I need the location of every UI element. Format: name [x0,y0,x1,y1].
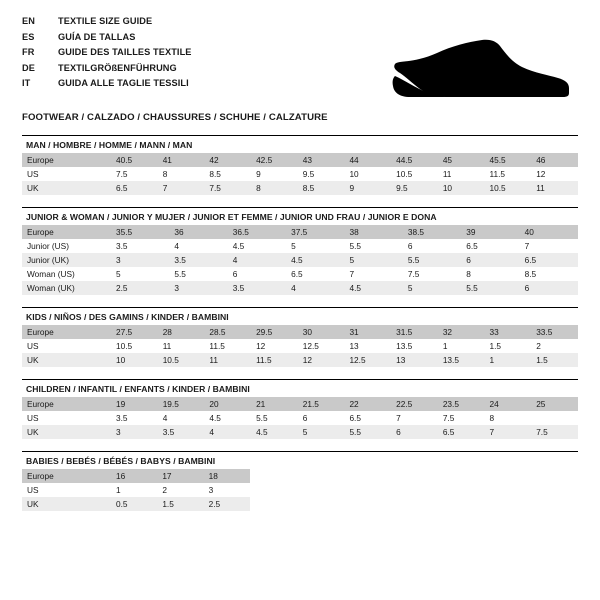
size-cell: 6.5 [349,413,361,423]
size-cell: 3.5 [158,425,205,439]
row-label: Europe [22,153,111,167]
size-cell: 25 [531,397,578,411]
size-cell: 6.5 [291,269,303,279]
size-cell: 5.5 [344,425,391,439]
size-cell: 31 [344,325,391,339]
size-cell: 6.5 [438,425,485,439]
size-cell: 8 [466,269,471,279]
size-cell: 35.5 [111,225,169,239]
size-cell: 22.5 [391,397,438,411]
size-cell: 2 [162,485,167,495]
page-title: FOOTWEAR / CALZADO / CHAUSSURES / SCHUHE / CALZATURE [22,112,328,123]
size-cell: 11 [162,341,172,351]
size-cell: 28 [158,325,205,339]
size-cell: 7 [158,181,205,195]
size-cell: 19.5 [158,397,205,411]
size-cell: 38 [345,225,403,239]
size-cell: 3 [208,485,214,495]
size-cell: 45.5 [485,153,532,167]
size-cell: 12 [536,169,546,179]
size-cell: 21 [251,397,298,411]
table-row [22,167,578,181]
section-title-babies: BABIES / BEBÉS / BÉBÉS / BABYS / BAMBINI [22,451,578,469]
size-cell: 38.5 [403,225,461,239]
row-label: UK [22,425,111,439]
size-cell: 7 [524,241,530,251]
size-cell: 6 [302,413,308,423]
size-cell: 3.5 [116,413,128,423]
table-row [22,325,578,339]
size-cell: 17 [157,469,203,483]
size-cell: 5 [298,425,345,439]
size-cell: 7 [349,269,355,279]
language-text: GUIDA ALLE TAGLIE TESSILI [58,78,189,88]
table-row [22,339,578,353]
size-cell: 11 [442,169,452,179]
size-cell: 4 [174,241,179,251]
size-cell: 6.5 [466,241,478,251]
section-title: KIDS / NIÑOS / DES GAMINS / KINDER / BAMBINI [22,307,578,325]
size-cell: 2.5 [111,281,169,295]
size-cell: 13 [391,353,438,367]
size-cell: 3.5 [116,241,128,251]
size-cell: 29.5 [251,325,298,339]
language-row [22,78,192,94]
section-title: MAN / HOMBRE / HOMME / MANN / MAN [22,135,578,153]
size-cell: 8 [251,181,298,195]
size-cell: 5.5 [349,241,362,251]
size-cell: 6 [232,269,238,279]
size-cell: 10.5 [116,341,133,351]
size-cell: 7.5 [531,425,578,439]
size-cell: 40.5 [111,153,158,167]
size-cell: 7.5 [116,169,128,179]
size-cell: 13 [349,341,359,351]
size-cell: 4.5 [209,413,221,423]
size-cell: 6 [520,281,578,295]
size-cell: 42 [204,153,251,167]
table-row [22,411,578,425]
size-cell: 30 [298,325,345,339]
section-title: CHILDREN / INFANTIL / ENFANTS / KINDER / BAMBINI [22,379,578,397]
size-cell: 40 [520,225,578,239]
size-cell: 8 [489,413,495,423]
size-cell: 0.5 [111,497,157,511]
size-cell [531,411,578,425]
size-cell: 37.5 [286,225,344,239]
size-cell: 43 [298,153,345,167]
size-cell: 7 [485,425,532,439]
table-row [22,497,250,511]
size-cell: 7.5 [442,413,455,423]
size-cell: 12 [256,341,266,351]
size-cell: 1.5 [489,341,502,351]
size-cell: 3 [169,281,227,295]
size-sections [22,135,578,439]
size-cell: 13.5 [438,353,485,367]
size-cell: 6 [461,253,519,267]
language-row [22,32,192,48]
size-cell: 13.5 [396,341,413,351]
size-cell: 3 [111,425,158,439]
size-cell: 27.5 [111,325,158,339]
size-cell: 5.5 [403,253,461,267]
size-cell: 3.5 [169,253,227,267]
size-cell: 1 [442,341,448,351]
size-cell: 33.5 [531,325,578,339]
size-cell: 8 [162,169,168,179]
row-label: Europe [22,469,111,483]
language-row [22,16,192,32]
size-cell: 4 [286,281,344,295]
size-cell: 41 [158,153,205,167]
row-label: UK [22,181,111,195]
row-label: Woman (UK) [22,281,111,295]
document-header [22,16,578,106]
size-cell: 31.5 [391,325,438,339]
size-cell: 11 [531,181,578,195]
size-cell: 20 [204,397,251,411]
size-cell: 8.5 [209,169,221,179]
size-table [22,153,578,195]
row-label: Europe [22,225,111,239]
size-cell: 42.5 [251,153,298,167]
row-label: US [27,413,39,423]
size-cell: 9.5 [302,169,315,179]
size-cell: 9.5 [391,181,438,195]
table-row [22,469,250,483]
size-cell: 36.5 [228,225,286,239]
size-table [22,325,578,367]
table-row [22,267,578,281]
size-cell: 10.5 [158,353,205,367]
size-cell: 16 [111,469,157,483]
size-cell: 6 [391,425,438,439]
size-cell: 11.5 [209,341,225,351]
size-cell: 28.5 [204,325,251,339]
row-label: Woman (US) [27,269,75,279]
size-cell: 1 [116,485,121,495]
size-cell: 7.5 [204,181,251,195]
size-cell: 1 [485,353,532,367]
size-cell: 4.5 [345,281,403,295]
size-cell: 10 [349,169,359,179]
section-title: JUNIOR & WOMAN / JUNIOR Y MUJER / JUNIOR ET FEMME / JUNIOR UND FRAU / JUNIOR E DONA [22,207,578,225]
size-cell: 7.5 [407,269,420,279]
size-cell: 8.5 [524,269,537,279]
table-row [22,425,578,439]
row-label: UK [22,497,111,511]
size-cell: 4.5 [232,241,245,251]
dress-shoe-silhouette-icon [390,36,570,106]
language-code: IT [22,78,31,88]
row-label: US [27,169,39,179]
language-text: TEXTILE SIZE GUIDE [58,16,153,26]
size-section [22,379,578,439]
size-cell: 12.5 [302,341,319,351]
size-cell: 5.5 [256,413,268,423]
size-cell: 11.5 [489,169,506,179]
size-cell: 3.5 [228,281,286,295]
size-cell: 32 [438,325,485,339]
size-table [22,397,578,439]
size-cell: 23.5 [438,397,485,411]
size-cell: 19 [111,397,158,411]
language-text: TEXTILGRÖßENFÜHRUNG [58,62,177,73]
language-row [22,47,192,63]
size-cell: 5.5 [174,269,186,279]
row-label: Junior (US) [27,241,69,251]
size-cell: 10 [111,353,158,367]
language-row [22,63,192,79]
table-row [22,181,578,195]
size-cell: 3 [111,253,169,267]
size-cell: 12.5 [344,353,391,367]
language-text: GUÍA DE TALLAS [58,31,136,42]
table-row [22,153,578,167]
size-cell: 10.5 [485,181,532,195]
row-label: US [27,485,39,495]
language-code: EN [22,16,35,26]
size-cell: 10 [438,181,485,195]
table-row [22,353,578,367]
size-table [22,225,578,295]
size-cell: 4.5 [286,253,344,267]
size-cell: 24 [485,397,532,411]
section-babies [22,451,578,511]
size-cell: 36 [169,225,227,239]
table-row [22,253,578,267]
size-cell: 1.5 [531,353,578,367]
table-row [22,225,578,239]
size-cell: 8.5 [298,181,345,195]
size-section [22,307,578,367]
size-cell: 5.5 [461,281,519,295]
size-cell: 1.5 [157,497,203,511]
table-row [22,281,578,295]
language-code: ES [22,31,35,42]
size-cell: 5 [291,241,296,251]
size-cell: 7 [396,413,401,423]
row-label: Europe [22,325,111,339]
language-code: DE [22,62,35,73]
size-cell: 12 [298,353,345,367]
language-title-list [22,16,192,94]
size-cell: 4 [228,253,286,267]
table-row [22,483,250,497]
size-cell: 6.5 [111,181,158,195]
size-cell: 33 [485,325,532,339]
size-table-babies [22,469,250,511]
size-cell: 11 [204,353,251,367]
table-row [22,397,578,411]
size-cell: 44 [344,153,391,167]
size-cell: 22 [344,397,391,411]
size-cell: 10.5 [396,169,413,179]
size-cell: 46 [531,153,578,167]
size-cell: 45 [438,153,485,167]
size-section [22,207,578,295]
size-cell: 4 [204,425,251,439]
size-cell: 9 [256,169,261,179]
size-cell: 18 [204,469,250,483]
size-cell: 44.5 [391,153,438,167]
language-code: FR [22,47,35,57]
size-cell: 4.5 [251,425,298,439]
size-cell: 21.5 [298,397,345,411]
size-cell: 5 [403,281,461,295]
row-label: UK [22,353,111,367]
size-cell: 5 [116,269,121,279]
size-cell: 2 [536,341,541,351]
row-label: US [27,341,39,351]
row-label: Europe [22,397,111,411]
size-cell: 2.5 [204,497,250,511]
size-cell: 11.5 [251,353,298,367]
table-row [22,239,578,253]
row-label: Junior (UK) [22,253,111,267]
size-cell: 5 [345,253,403,267]
size-cell: 4 [162,413,168,423]
size-cell: 6 [407,241,413,251]
size-section [22,135,578,195]
size-cell: 9 [344,181,391,195]
size-cell: 6.5 [520,253,578,267]
language-text: GUIDE DES TAILLES TEXTILE [58,47,192,57]
size-cell: 39 [461,225,519,239]
